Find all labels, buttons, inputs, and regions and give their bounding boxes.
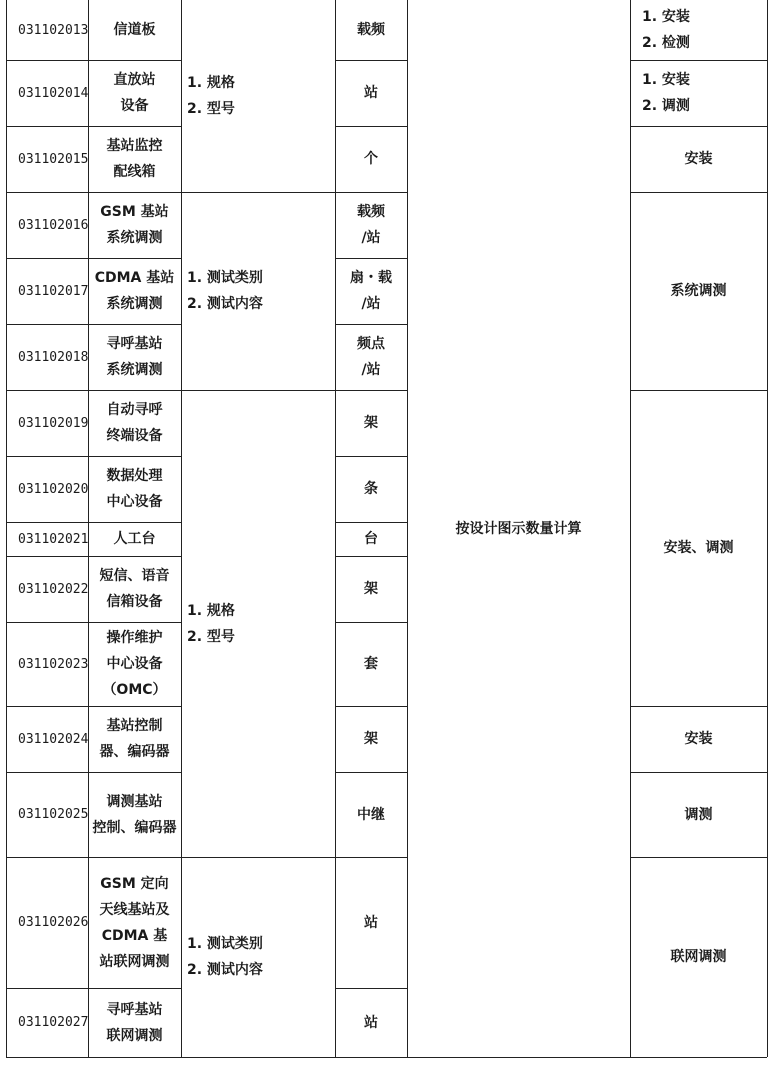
row-rule	[6, 556, 181, 557]
quantity-rule-line: 按设计图示数量计算	[455, 520, 582, 537]
work-content	[630, 60, 767, 126]
work-content-line: 2. 调测	[642, 98, 690, 114]
work-content	[630, 706, 767, 772]
item-name-line: 器、编码器	[99, 744, 170, 760]
work-content	[630, 0, 767, 60]
item-code: 031102025	[18, 807, 89, 822]
item-name-line: 人工台	[113, 531, 156, 547]
column-rule	[407, 0, 408, 1057]
work-content-line: 调测	[684, 806, 713, 823]
item-name-line: 寻呼基站	[106, 336, 163, 352]
unit-of-measure	[335, 522, 407, 556]
unit-of-measure-line: /站	[361, 362, 381, 378]
row-rule	[181, 390, 335, 391]
item-name-line: 系统调测	[106, 296, 163, 312]
item-code: 031102020	[18, 481, 89, 497]
work-content	[630, 126, 767, 192]
item-name-line: CDMA 基站	[94, 270, 175, 286]
unit-of-measure-line: 载频	[357, 22, 385, 38]
row-rule	[335, 258, 407, 259]
work-content	[630, 390, 767, 706]
item-name-line: 天线基站及	[99, 901, 170, 918]
row-rule	[6, 258, 181, 259]
item-name-line: 自动寻呼	[106, 402, 163, 418]
item-name-line: 基站监控	[106, 138, 163, 154]
unit-of-measure-line: 中继	[357, 806, 385, 823]
unit-of-measure-line: 架	[364, 731, 378, 747]
row-rule	[630, 706, 767, 707]
row-rule	[6, 988, 181, 989]
work-content-line: 安装	[684, 151, 713, 167]
unit-of-measure-line: 频点	[357, 336, 385, 352]
unit-of-measure	[335, 772, 407, 857]
project-feature	[181, 0, 335, 192]
row-rule	[630, 857, 767, 858]
item-code: 031102026	[18, 915, 89, 930]
item-name-line: 寻呼基站	[106, 1001, 163, 1018]
item-name	[88, 857, 181, 988]
project-feature-line: 1. 测试类别	[187, 270, 263, 286]
row-rule	[6, 324, 181, 325]
unit-of-measure	[335, 390, 407, 456]
item-name-line: 数据处理	[106, 468, 163, 484]
row-rule	[6, 126, 181, 127]
item-name-line: 基站控制	[106, 718, 163, 734]
row-rule	[335, 988, 407, 989]
row-rule	[181, 857, 335, 858]
work-content-line: 安装	[684, 731, 713, 747]
project-feature	[181, 857, 335, 1057]
project-feature-line: 2. 型号	[187, 628, 235, 645]
item-code: 031102019	[18, 415, 89, 431]
item-name	[88, 60, 181, 126]
item-name	[88, 522, 181, 556]
item-code: 031102015	[18, 151, 89, 167]
row-rule	[6, 706, 181, 707]
unit-of-measure-line: 个	[364, 151, 378, 167]
item-name-line: CDMA 基	[101, 927, 168, 944]
column-rule	[6, 0, 7, 1057]
item-code: 031102024	[18, 731, 89, 747]
column-rule	[335, 0, 336, 1057]
unit-of-measure-line: 架	[364, 415, 378, 431]
unit-of-measure	[335, 857, 407, 988]
work-content	[630, 192, 767, 390]
work-content	[630, 772, 767, 857]
project-feature	[181, 390, 335, 857]
unit-of-measure	[335, 622, 407, 706]
row-rule	[335, 857, 407, 858]
row-rule	[6, 192, 181, 193]
row-rule	[335, 390, 407, 391]
item-name-line: 直放站	[113, 72, 156, 88]
unit-of-measure	[335, 456, 407, 522]
item-name-line: 信道板	[113, 22, 156, 38]
item-code: 031102013	[18, 22, 89, 38]
row-rule	[6, 60, 181, 61]
row-rule	[335, 772, 407, 773]
project-feature-line: 2. 测试内容	[187, 296, 263, 312]
item-code: 031102022	[18, 581, 89, 597]
row-rule	[630, 60, 767, 61]
item-name	[88, 988, 181, 1057]
row-rule	[181, 1057, 335, 1058]
unit-of-measure-line: 站	[364, 85, 378, 101]
column-rule	[767, 0, 768, 1057]
item-name-line: 调测基站	[106, 793, 163, 810]
item-name-line: 站联网调测	[99, 953, 170, 970]
item-name-line: 系统调测	[106, 362, 163, 378]
unit-of-measure	[335, 556, 407, 622]
unit-of-measure	[335, 706, 407, 772]
work-content	[630, 857, 767, 1057]
row-rule	[335, 706, 407, 707]
item-code: 031102027	[18, 1015, 89, 1030]
item-name	[88, 0, 181, 60]
unit-of-measure-line: 条	[364, 481, 378, 497]
item-name	[88, 622, 181, 706]
row-rule	[335, 456, 407, 457]
item-name	[88, 706, 181, 772]
item-name-line: 信箱设备	[106, 594, 163, 610]
work-content-line: 安装、调测	[663, 540, 734, 556]
unit-of-measure	[335, 60, 407, 126]
row-rule	[6, 390, 181, 391]
row-rule	[335, 324, 407, 325]
project-feature	[181, 192, 335, 390]
item-name	[88, 772, 181, 857]
item-name-line: （OMC）	[102, 682, 167, 698]
unit-of-measure-line: 站	[364, 914, 378, 931]
row-rule	[6, 622, 181, 623]
row-rule	[6, 772, 181, 773]
column-rule	[88, 0, 89, 1057]
row-rule	[335, 556, 407, 557]
row-rule	[630, 192, 767, 193]
item-name-line: 系统调测	[106, 230, 163, 246]
work-content-line: 2. 检测	[642, 35, 690, 51]
unit-of-measure-line: 载频	[357, 204, 385, 220]
item-code: 031102014	[18, 85, 89, 101]
row-rule	[407, 1057, 630, 1058]
item-name-line: 操作维护	[106, 630, 163, 646]
item-name	[88, 456, 181, 522]
column-rule	[181, 0, 182, 1057]
work-content-line: 1. 安装	[642, 9, 690, 25]
row-rule	[335, 60, 407, 61]
unit-of-measure	[335, 988, 407, 1057]
unit-of-measure	[335, 324, 407, 390]
row-rule	[630, 1057, 767, 1058]
item-name-line: 短信、语音	[99, 568, 170, 584]
project-feature-line: 2. 测试内容	[187, 962, 263, 978]
row-rule	[335, 126, 407, 127]
item-name-line: 中心设备	[106, 494, 163, 510]
row-rule	[335, 622, 407, 623]
item-name	[88, 324, 181, 390]
column-rule	[630, 0, 631, 1057]
unit-of-measure-line: 站	[364, 1014, 378, 1031]
item-name-line: 终端设备	[106, 428, 163, 444]
unit-of-measure-line: 扇・载	[350, 270, 392, 286]
item-name-line: GSM 基站	[100, 204, 169, 220]
row-rule	[6, 1057, 181, 1058]
row-rule	[335, 192, 407, 193]
row-rule	[6, 456, 181, 457]
row-rule	[630, 772, 767, 773]
item-name-line: GSM 定向	[100, 875, 169, 892]
item-code: 031102017	[18, 283, 89, 299]
row-rule	[6, 857, 181, 858]
item-name-line: 联网调测	[106, 1027, 163, 1044]
row-rule	[630, 126, 767, 127]
item-code: 031102018	[18, 349, 89, 365]
unit-of-measure-line: 套	[364, 656, 378, 672]
unit-of-measure-line: 台	[364, 531, 378, 547]
work-content-line: 联网调测	[670, 949, 727, 965]
unit-of-measure	[335, 192, 407, 258]
project-feature-line: 2. 型号	[187, 101, 235, 117]
project-feature-line: 1. 规格	[187, 75, 235, 91]
item-name-line: 配线箱	[113, 164, 156, 180]
row-rule	[335, 522, 407, 523]
item-name	[88, 126, 181, 192]
quantity-rule	[407, 0, 630, 1057]
project-feature-line: 1. 测试类别	[187, 936, 263, 952]
work-content-line: 系统调测	[670, 283, 727, 299]
item-name	[88, 390, 181, 456]
item-name	[88, 192, 181, 258]
item-name-line: 设备	[120, 98, 149, 114]
item-name-line: 中心设备	[106, 656, 163, 672]
unit-of-measure-line: /站	[361, 296, 381, 312]
row-rule	[630, 390, 767, 391]
row-rule	[335, 1057, 407, 1058]
work-content-line: 1. 安装	[642, 72, 690, 88]
unit-of-measure	[335, 258, 407, 324]
unit-of-measure	[335, 126, 407, 192]
row-rule	[181, 192, 335, 193]
row-rule	[6, 522, 181, 523]
item-code: 031102016	[18, 217, 89, 233]
item-code: 031102021	[18, 531, 89, 547]
unit-of-measure-line: /站	[361, 230, 381, 246]
unit-of-measure	[335, 0, 407, 60]
project-feature-line: 1. 规格	[187, 602, 235, 619]
unit-of-measure-line: 架	[364, 581, 378, 597]
item-code: 031102023	[18, 656, 89, 672]
item-name-line: 控制、编码器	[92, 819, 177, 836]
item-name	[88, 556, 181, 622]
item-name	[88, 258, 181, 324]
